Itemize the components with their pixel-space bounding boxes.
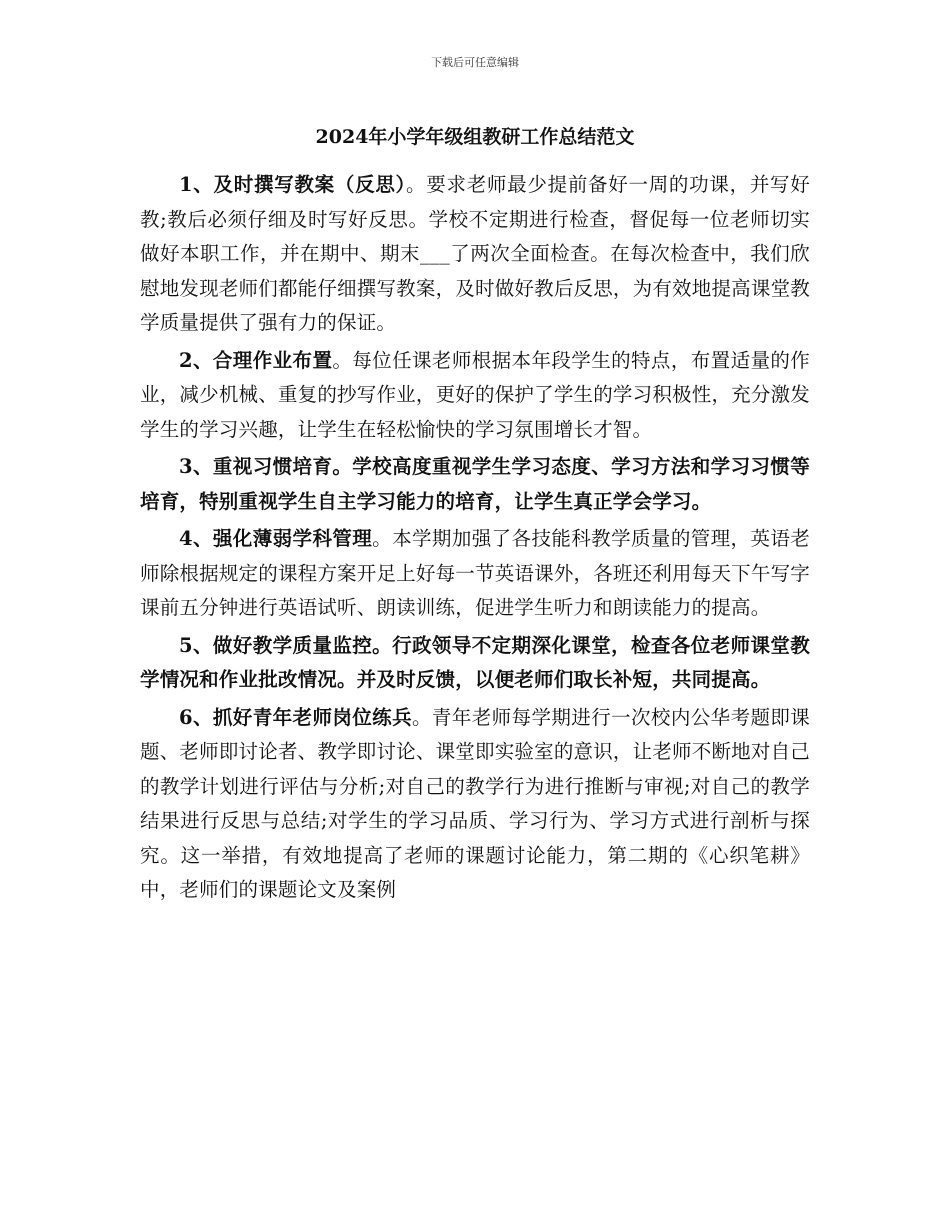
document-body <box>140 168 810 911</box>
paragraph-3-heading: 3、重视习惯培育。学校高度重视学生学习态度、学习方法和学习习惯等培育，特别重视学生自主学习能力的培育，让学生真正学会学习。 <box>140 455 810 513</box>
document-title: 2024年小学年级组教研工作总结范文 <box>315 126 635 148</box>
paragraph-4-text: 。本学期加强了各技能科教学质量的管理，英语老师除根据规定的课程方案开足上好每一节英语课外，各班还利用每天下午写字课前五分钟进行英语试听、朗读训练，促进学生听力和朗读能力的提高。 <box>140 527 810 619</box>
paragraph-5 <box>140 629 810 698</box>
paragraph-1 <box>140 168 810 341</box>
paragraph-1-heading: 1、及时撰写教案（反思） <box>179 173 407 196</box>
paragraph-2 <box>140 344 810 448</box>
paragraph-2-text: 。每位任课老师根据本年段学生的特点，布置适量的作业，减少机械、重复的抄写作业，更好的保护了学生的学习积极性，充分激发学生的学习兴趣，让学生在轻松愉快的学习氛围增长才智。 <box>140 348 810 441</box>
paragraph-6-text: 。青年老师每学期进行一次校内公华考题即课题、老师即讨论者、教学即讨论、课堂即实验室的意识，让老师不断地对自己的教学计划进行评估与分析;对自己的教学行为进行推断与审视;对自己的教学结果进行反思与总结;对学生的学习品质、学习行为、学习方式进行剖析与探究。这一举措，有效地提高了老师的课题讨论能力，第二期的《心织笔耕》中，老师们的课题论文及案例 <box>140 705 810 901</box>
paragraph-2-heading: 2、合理作业布置 <box>179 348 333 372</box>
paragraph-6 <box>140 701 810 908</box>
paragraph-1-text: 。要求老师最少提前备好一周的功课，并写好教;教后必须仔细及时写好反思。学校不定期进行检查，督促每一位老师切实做好本职工作，并在期中、期末___了两次全面检查。在每次检查中，我们欣慰地发现老师们都能仔细撰写教案，及时做好教后反思，为有效地提高课堂教学质量提供了强有力的保证。 <box>140 173 810 334</box>
paragraph-5-heading: 5、做好教学质量监控。行政领导不定期深化课堂，检查各位老师课堂教学情况和作业批改情况。并及时反馈，以便老师们取长补短，共同提高。 <box>140 633 810 691</box>
paragraph-4 <box>140 522 810 626</box>
paragraph-3 <box>140 450 810 519</box>
page-header-note: 下载后可任意编辑 <box>431 56 519 69</box>
paragraph-6-heading: 6、抓好青年老师岗位练兵 <box>179 705 412 729</box>
paragraph-4-heading: 4、强化薄弱学科管理 <box>179 527 373 550</box>
